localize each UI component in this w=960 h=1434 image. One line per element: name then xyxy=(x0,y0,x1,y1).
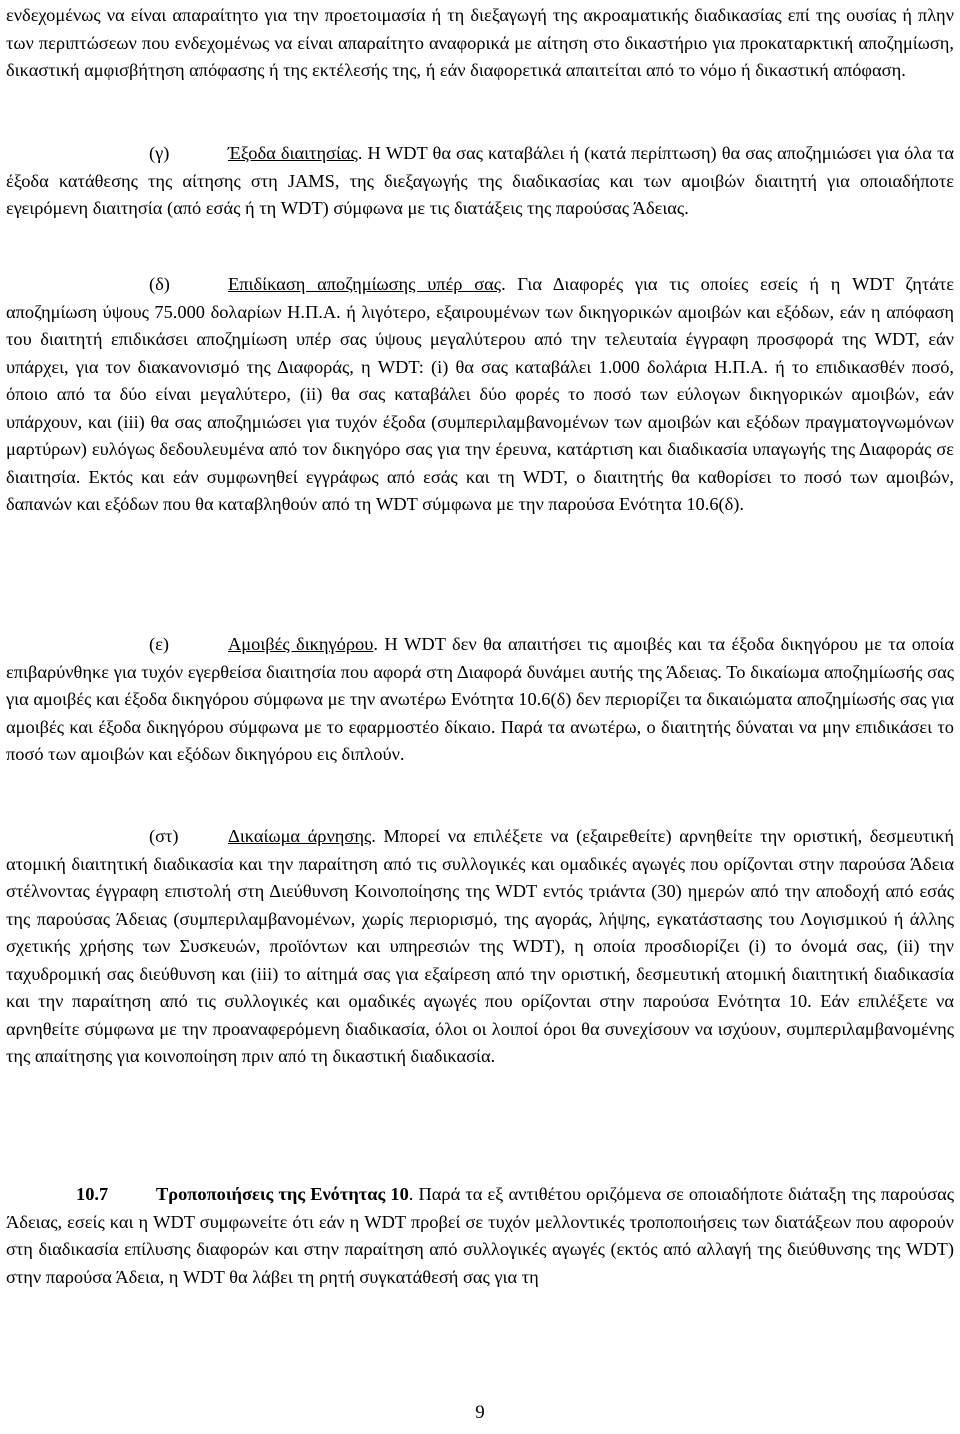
section-10-7-heading: Τροποποιήσεις της Ενότητας 10 xyxy=(156,1184,409,1204)
section-d-paragraph xyxy=(6,271,954,519)
section-d-label: (δ) xyxy=(149,274,170,294)
intro-text: ενδεχομένως να είναι απαραίτητο για την προετοιμασία ή τη διεξαγωγή της ακροαματικής διαδικασίας επί της ουσίας ή πλην των περιπτώσεων που ενδεχομένως να είναι απαραίτητο αναφορικά με αίτηση στο δικαστήριο για προκαταρκτική αποζημίωση, δικαστική αμφισβήτηση απόφασης ή της εκτέλεσής της, ή εάν διαφορετικά απαιτείται από το νόμο ή δικαστική απόφαση. xyxy=(6,5,954,80)
page-number: 9 xyxy=(475,1402,485,1423)
section-g-label: (γ) xyxy=(149,143,170,163)
section-10-7-text: . Παρά τα εξ αντιθέτου οριζόμενα σε οποιαδήποτε διάταξη της παρούσας Άδειας, εσείς και η WDT συμφωνείτε ότι εάν η WDT προβεί σε τυχόν μελλοντικές τροποποιήσεις των διατάξεων που αφορούν στη διαδικασία επίλυσης διαφορών και στην παραίτηση από συλλογικές αγωγές (εκτός από αλλαγή της διεύθυνσης της WDT) στην παρούσα Άδεια, η WDT θα λάβει τη ρητή συγκατάθεσή σας για τη xyxy=(6,1184,954,1287)
section-10-7-number: 10.7 xyxy=(76,1184,109,1204)
section-st-paragraph xyxy=(6,823,954,1071)
section-10-7-paragraph xyxy=(6,1181,954,1291)
section-g-paragraph xyxy=(6,140,954,223)
section-e-label: (ε) xyxy=(149,634,169,654)
section-g-heading: Έξοδα διαιτησίας xyxy=(228,143,358,163)
section-e-heading: Αμοιβές δικηγόρου xyxy=(228,634,374,654)
section-e-paragraph xyxy=(6,631,954,769)
intro-paragraph xyxy=(6,2,954,85)
section-d-heading: Επιδίκαση αποζημίωσης υπέρ σας xyxy=(228,274,502,294)
section-st-label: (στ) xyxy=(149,826,179,846)
section-d-text: . Για Διαφορές για τις οποίες εσείς ή η WDT ζητάτε αποζημίωση ύψους 75.000 δολαρίων Η.Π.Α. ή λιγότερο, εξαιρουμένων των δικηγορικών αμοιβών και εξόδων, εάν η απόφαση του διαιτητή επιδικάσει αποζημίωση υπέρ σας ύψους μεγαλύτερου από την τελευταία έγγραφη προσφορά της WDT, εάν υπάρχει, για τον διακανονισμό της Διαφοράς, η WDT: (i) θα σας καταβάλει 1.000 δολάρια Η.Π.Α. ή το επιδικασθέν ποσό, όποιο από τα δύο είναι μεγαλύτερο, (ii) θα σας καταβάλει δύο φορές το ποσό των εύλογων δικηγορικών αμοιβών, εάν υπάρχουν, και (iii) θα σας αποζημιώσει για τυχόν έξοδα (συμπεριλαμβανομένων των αμοιβών και εξόδων πραγματογνωμόνων μαρτύρων) ευλόγως δεδουλευμένα από τον δικηγόρο σας για την έρευνα, κατάρτιση και διαδικασία υπαγωγής της Διαφοράς σε διαιτησία. Εκτός και εάν συμφωνηθεί εγγράφως από εσάς και τη WDT, ο διαιτητής θα καθορίσει το ποσό των αμοιβών, δαπανών και εξόδων που θα καταβληθούν από τη WDT σύμφωνα με την παρούσα Ενότητα 10.6(δ). xyxy=(6,274,954,514)
section-g-text: . Η WDT θα σας καταβάλει ή (κατά περίπτωση) θα σας αποζημιώσει για όλα τα έξοδα κατάθεσης της αίτησης στη JAMS, της διεξαγωγής της διαδικασίας και των αμοιβών διαιτητή για οποιαδήποτε εγειρόμενη διαιτησία (από εσάς ή τη WDT) σύμφωνα με τις διατάξεις της παρούσας Άδειας. xyxy=(6,143,954,218)
section-e-text: . Η WDT δεν θα απαιτήσει τις αμοιβές και τα έξοδα δικηγόρου με τα οποία επιβαρύνθηκε για τυχόν εγερθείσα διαιτησία που αφορά στη Διαφορά δυνάμει αυτής της Άδειας. Το δικαίωμα αποζημίωσής σας για αμοιβές και έξοδα δικηγόρου σύμφωνα με την ανωτέρω Ενότητα 10.6(δ) δεν περιορίζει τα δικαιώματα αποζημίωσής σας για αμοιβές και έξοδα δικηγόρου σύμφωνα με το εφαρμοστέο δίκαιο. Παρά τα ανωτέρω, ο διαιτητής δύναται να μην επιδικάσει το ποσό των αμοιβών και εξόδων δικηγόρου εις διπλούν. xyxy=(6,634,954,764)
section-st-text: . Μπορεί να επιλέξετε να (εξαιρεθείτε) αρνηθείτε την οριστική, δεσμευτική ατομική διαιτητική διαδικασία και την παραίτηση από τις συλλογικές και ομαδικές αγωγές που ορίζονται στην παρούσα Άδεια στέλνοντας έγγραφη επιστολή στη Διεύθυνση Κοινοποίησης της WDT εντός τριάντα (30) ημερών από την αποδοχή από εσάς της παρούσας Άδειας (συμπεριλαμβανομένων, χωρίς περιορισμό, της αγοράς, λήψης, εγκατάστασης του Λογισμικού ή άλλης σχετικής χρήσης των Συσκευών, προϊόντων και υπηρεσιών της WDT), η οποία προσδιορίζει (i) το όνομά σας, (ii) την ταχυδρομική σας διεύθυνση και (iii) το αίτημά σας για εξαίρεση από την οριστική, δεσμευτική ατομική διαιτητική διαδικασία και την παραίτηση από τις συλλογικές και ομαδικές αγωγές που ορίζονται στην παρούσα Ενότητα 10. Εάν επιλέξετε να αρνηθείτε σύμφωνα με την προαναφερόμενη διαδικασία, όλοι οι λοιποί όροι θα συνεχίσουν να ισχύουν, συμπεριλαμβανομένης της απαίτησης για κοινοποίηση πριν από τη δικαστική διαδικασία. xyxy=(6,826,954,1066)
section-st-heading: Δικαίωμα άρνησης xyxy=(228,826,372,846)
